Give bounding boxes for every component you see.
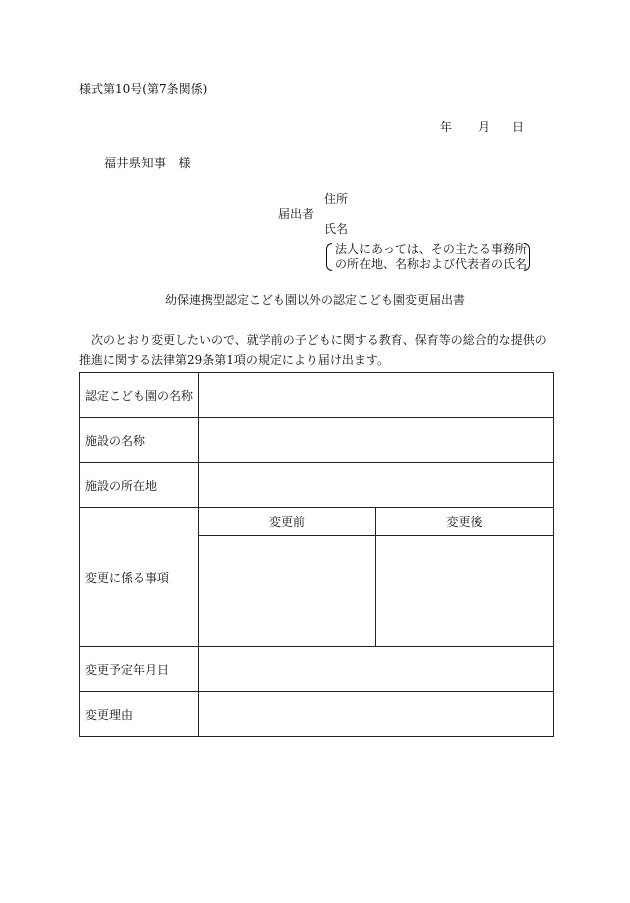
table-row xyxy=(80,418,554,463)
name-label: 氏名 xyxy=(324,222,349,236)
table-row xyxy=(80,647,554,692)
table-row xyxy=(80,373,554,418)
left-bracket xyxy=(326,243,332,271)
after-change-field[interactable] xyxy=(376,536,554,647)
notification-form-table xyxy=(79,372,554,737)
table-row xyxy=(80,508,554,536)
date-month-label: 月 xyxy=(478,120,491,134)
document-body: 次のとおり変更したいので、就学前の子どもに関する教育、保育等の総合的な提供の推進に関する法律第29条第1項の規定により届け出ます。 xyxy=(79,333,547,367)
document-title: 幼保連携型認定こども園以外の認定こども園変更届出書 xyxy=(164,293,465,307)
before-change-field[interactable] xyxy=(199,536,376,647)
date-day-label: 日 xyxy=(512,120,525,134)
change-date-label: 変更予定年月日 xyxy=(80,647,199,692)
change-items-label: 変更に係る事項 xyxy=(80,508,199,647)
change-date-field[interactable] xyxy=(199,647,554,692)
form-number: 様式第10号(第7条関係) xyxy=(79,82,208,96)
table-row xyxy=(80,463,554,508)
location-label: 施設の所在地 xyxy=(80,463,199,508)
reason-field[interactable] xyxy=(199,692,554,737)
date-year-label: 年 xyxy=(440,120,453,134)
note-line-2: の所在地、名称および代表者の氏名 xyxy=(335,257,528,271)
before-change-header: 変更前 xyxy=(199,508,376,536)
institution-name-label: 施設の名称 xyxy=(80,418,199,463)
location-field[interactable] xyxy=(199,463,554,508)
institution-name-field[interactable] xyxy=(199,418,554,463)
reason-label: 変更理由 xyxy=(80,692,199,737)
facility-name-label: 認定こども園の名称 xyxy=(80,373,199,418)
note-line-1: 法人にあっては、その主たる事務所 xyxy=(335,242,527,256)
address-label: 住所 xyxy=(324,192,349,206)
table-row xyxy=(80,692,554,737)
facility-name-field[interactable] xyxy=(199,373,554,418)
after-change-header: 変更後 xyxy=(376,508,554,536)
addressee-name: 福井県知事 xyxy=(104,156,167,170)
right-bracket xyxy=(524,243,530,271)
addressee-honorific: 様 xyxy=(178,156,192,170)
applicant-label: 届出者 xyxy=(278,207,315,221)
addressee xyxy=(104,156,191,170)
